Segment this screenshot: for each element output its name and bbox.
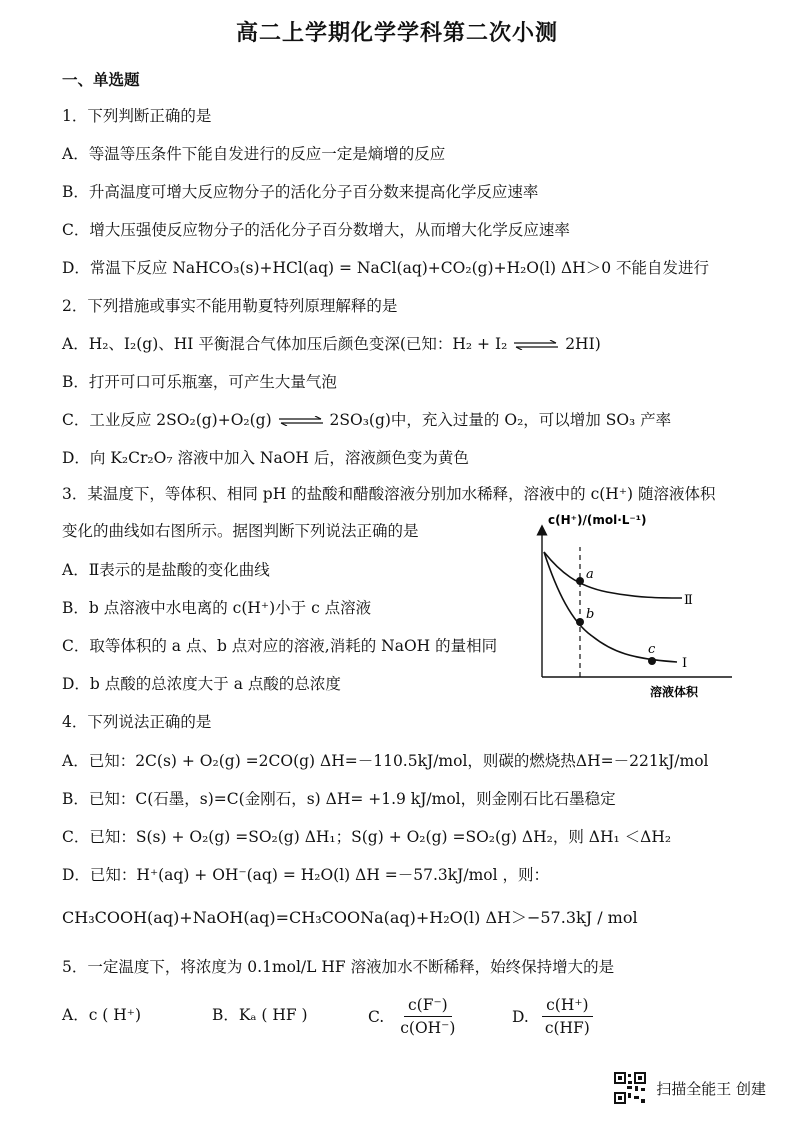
footer-text: 扫描全能王 创建 xyxy=(656,1079,766,1098)
point-c xyxy=(648,657,656,665)
q3-option-a: A．Ⅱ表示的是盐酸的变化曲线 xyxy=(62,561,270,579)
q1-option-c: C．增大压强使反应物分子的活化分子百分数增大，从而增大化学反应速率 xyxy=(62,221,570,239)
q5-d-fraction xyxy=(541,996,594,1037)
q4-stem: 4．下列说法正确的是 xyxy=(62,713,212,731)
q3-stem-line1: 3．某温度下，等体积、相同 pH 的盐酸和醋酸溶液分别加水稀释，溶液中的 c(H⁺) 随溶液体积 xyxy=(62,485,716,503)
series-label-I: Ⅰ xyxy=(682,656,688,671)
q5-d-denominator: c(HF) xyxy=(544,1019,590,1037)
q2-option-b: B．打开可口可乐瓶塞，可产生大量气泡 xyxy=(62,373,337,391)
q5-c-denominator: c(OH⁻) xyxy=(400,1019,456,1037)
q5-stem: 5．一定温度下，将浓度为 0.1mol/L HF 溶液加水不断稀释，始终保持增大的是 xyxy=(62,958,615,976)
q5-d-label: D. xyxy=(512,1007,529,1026)
q5-d-numerator: c(H⁺) xyxy=(542,996,592,1017)
q1-stem: 1．下列判断正确的是 xyxy=(62,107,212,125)
q5-c-fraction xyxy=(396,996,459,1037)
q3-option-c: C．取等体积的 a 点、b 点对应的溶液,消耗的 NaOH 的量相同 xyxy=(62,637,498,655)
curve-II xyxy=(544,552,682,598)
q2-a-text-end: 2HI) xyxy=(565,335,601,353)
point-label-a: a xyxy=(586,567,594,582)
q5-option-b: B．Kₐ ( HF ) xyxy=(212,1006,308,1024)
q5-option-d xyxy=(512,996,598,1037)
curve-I xyxy=(544,552,677,662)
q2-a-text: A．H₂、I₂(g)、HI 平衡混合气体加压后颜色变深(已知：H₂ + I₂ xyxy=(62,335,508,353)
q2-option-c xyxy=(62,408,671,430)
q2-c-text: C．工业反应 2SO₂(g)+O₂(g) xyxy=(62,411,272,429)
qr-code-icon xyxy=(614,1072,646,1104)
q4-option-a: A．已知：2C(s) + O₂(g) =2CO(g) ΔH=－110.5kJ/mol，则碳的燃烧热ΔH=－221kJ/mol xyxy=(62,752,709,770)
q5-c-label: C. xyxy=(368,1007,385,1026)
equilibrium-arrow-icon xyxy=(512,340,560,350)
dilution-chart xyxy=(532,512,762,702)
q2-option-d: D．向 K₂Cr₂O₇ 溶液中加入 NaOH 后，溶液颜色变为黄色 xyxy=(62,449,469,467)
q1-option-d: D．常温下反应 NaHCO₃(s)+HCl(aq) = NaCl(aq)+CO₂(g)+H₂O(l) ΔH＞0 不能自发进行 xyxy=(62,259,709,277)
q3-stem-line2: 变化的曲线如右图所示。据图判断下列说法正确的是 xyxy=(62,522,419,540)
q3-option-b: B．b 点溶液中水电离的 c(H⁺)小于 c 点溶液 xyxy=(62,599,372,617)
footer-watermark xyxy=(614,1072,766,1104)
section-heading: 一、单选题 xyxy=(62,71,140,89)
q2-stem: 2．下列措施或事实不能用勒夏特列原理解释的是 xyxy=(62,297,398,315)
q5-c-numerator: c(F⁻) xyxy=(404,996,452,1017)
q5-option-a: A．c ( H⁺) xyxy=(62,1006,142,1024)
point-label-c: c xyxy=(648,642,656,657)
q2-c-text-end: 2SO₃(g)中，充入过量的 O₂，可以增加 SO₃ 产率 xyxy=(329,411,672,429)
page-title: 高二上学期化学学科第二次小测 xyxy=(235,21,558,46)
dilution-chart-svg xyxy=(532,512,762,702)
q4-option-b: B．已知：C(石墨，s)=C(金刚石，s) ΔH= +1.9 kJ/mol，则金刚石比石墨稳定 xyxy=(62,790,616,808)
point-a xyxy=(576,577,584,585)
q5-option-c xyxy=(368,996,463,1037)
y-axis-label: c(H⁺)/(mol·L⁻¹) xyxy=(548,513,647,527)
x-axis-label: 溶液体积 xyxy=(650,685,699,699)
q2-option-a xyxy=(62,332,601,354)
q4-option-c: C．已知：S(s) + O₂(g) =SO₂(g) ΔH₁；S(g) + O₂(g) =SO₂(g) ΔH₂，则 ΔH₁ ＜ΔH₂ xyxy=(62,828,672,846)
q4-equation: CH₃COOH(aq)+NaOH(aq)=CH₃COONa(aq)+H₂O(l) ΔH＞−57.3kJ / mol xyxy=(62,908,638,927)
series-label-II: Ⅱ xyxy=(684,593,693,608)
equilibrium-arrow-icon xyxy=(277,416,325,426)
point-b xyxy=(576,618,584,626)
q4-option-d: D．已知：H⁺(aq) + OH⁻(aq) = H₂O(l) ΔH =－57.3kJ/mol ，则： xyxy=(62,866,550,884)
q1-option-b: B．升高温度可增大反应物分子的活化分子百分数来提高化学反应速率 xyxy=(62,183,539,201)
q1-option-a: A．等温等压条件下能自发进行的反应一定是熵增的反应 xyxy=(62,145,446,163)
q3-option-d: D．b 点酸的总浓度大于 a 点酸的总浓度 xyxy=(62,675,341,693)
point-label-b: b xyxy=(586,607,595,622)
